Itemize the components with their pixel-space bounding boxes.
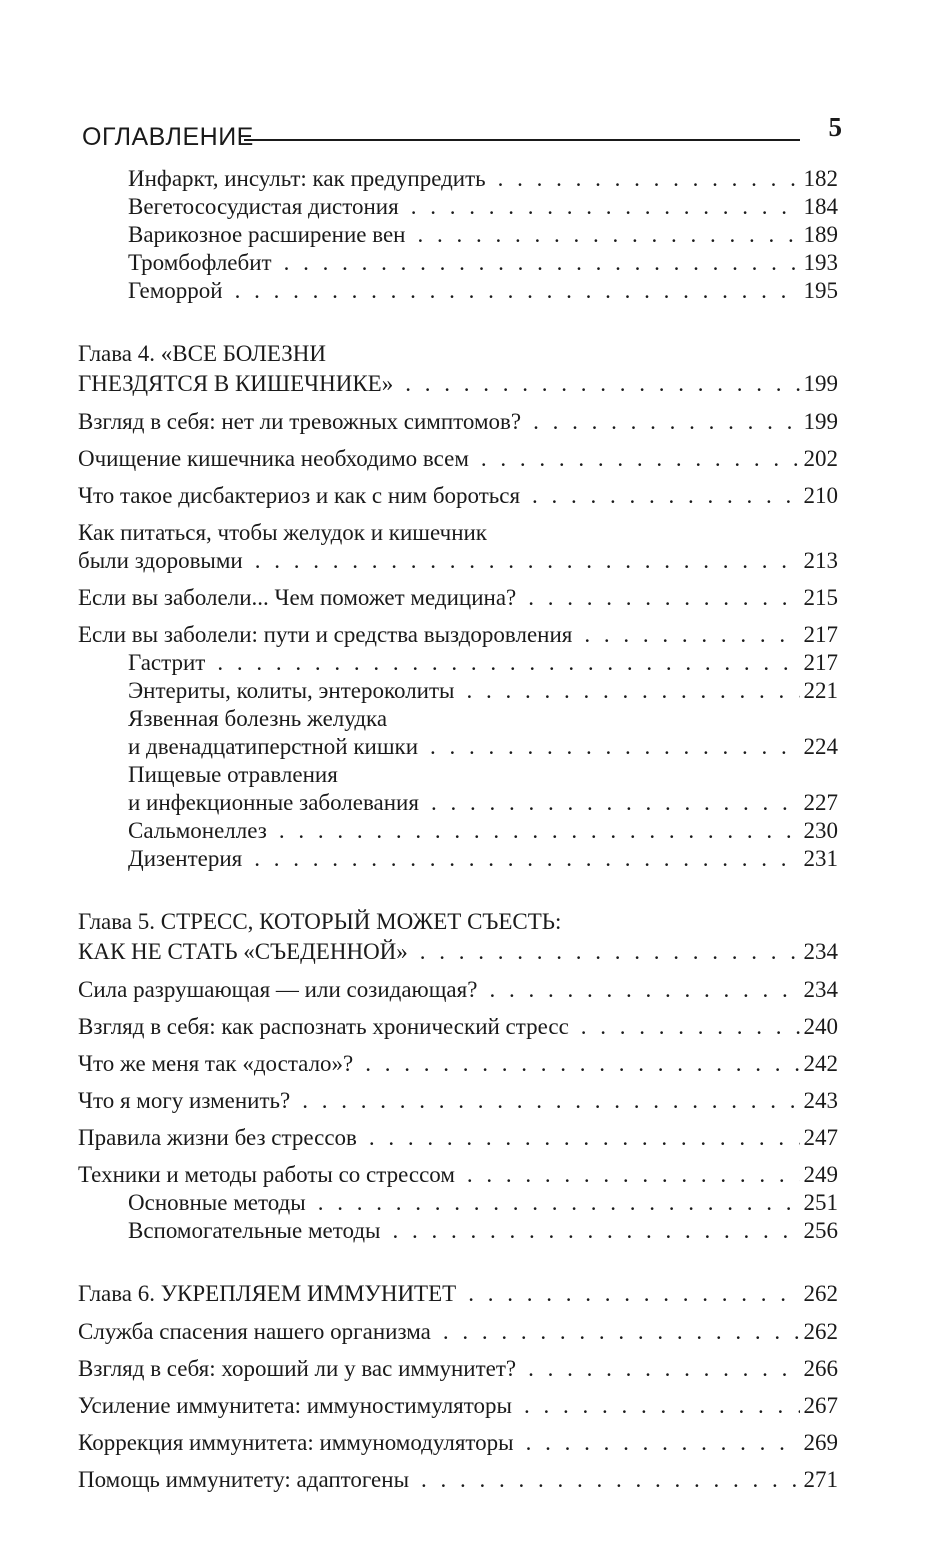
toc-entry-line — [128, 789, 838, 817]
toc-entry-line — [128, 733, 838, 761]
toc-entry-title: Вегетососудистая дистония — [128, 194, 399, 219]
toc-page-number: 247 — [803, 1125, 838, 1150]
toc-entry[interactable] — [78, 1050, 838, 1078]
toc-entry[interactable] — [78, 584, 838, 612]
toc-entry-line — [78, 1050, 838, 1078]
toc-entry[interactable] — [78, 482, 838, 510]
toc-entry-title: Коррекция иммунитета: иммуномодуляторы — [78, 1430, 514, 1455]
toc-page-number: 213 — [803, 548, 838, 573]
toc-entry-title: и двенадцатиперстной кишки — [128, 734, 419, 759]
dot-leader — [302, 1087, 799, 1115]
toc-page-number: 271 — [803, 1467, 838, 1492]
toc-entry-title-line1: Глава 4. «ВСЕ БОЛЕЗНИ — [78, 341, 326, 366]
toc-entry-title: Сальмонеллез — [128, 818, 267, 843]
toc-page-number: 231 — [803, 846, 838, 871]
toc-entry-title: были здоровыми — [78, 548, 243, 573]
toc-entry[interactable] — [78, 519, 838, 575]
toc-subentry[interactable] — [128, 221, 838, 249]
toc-page-number: 256 — [803, 1218, 838, 1243]
toc-entry[interactable] — [78, 1429, 838, 1457]
dot-leader — [481, 445, 800, 473]
toc-entry-title: Энтериты, колиты, энтероколиты — [128, 678, 455, 703]
toc-entry-line — [78, 482, 838, 510]
toc-entry-line — [128, 817, 838, 845]
running-title: ОГЛАВЛЕНИЕ — [82, 123, 254, 151]
toc-entry-title: Основные методы — [128, 1190, 306, 1215]
dot-leader — [417, 221, 799, 249]
spacer — [78, 575, 838, 584]
toc-entry[interactable] — [78, 445, 838, 473]
spacer — [78, 399, 838, 408]
toc-entry-title-line1: Язвенная болезнь желудка — [128, 706, 388, 731]
toc-page-number: 234 — [803, 977, 838, 1002]
toc-page-number: 269 — [803, 1430, 838, 1455]
toc-entry-title: Инфаркт, инсульт: как предупредить — [128, 166, 486, 191]
toc-page-number: 199 — [803, 409, 838, 434]
toc-page-number: 217 — [803, 622, 838, 647]
toc-entry-title: Что такое дисбактериоз и как с ним бороться — [78, 483, 521, 508]
spacer — [78, 1383, 838, 1392]
toc-entry-title: Помощь иммунитету: адаптогены — [78, 1467, 410, 1492]
toc-subentry[interactable] — [128, 1189, 838, 1217]
dot-leader — [533, 408, 799, 436]
toc-entry-line — [78, 1318, 838, 1346]
toc-page-number: 267 — [803, 1393, 838, 1418]
toc-entry-line — [78, 1087, 838, 1115]
spacer — [78, 1309, 838, 1318]
toc-entry-title: Взгляд в себя: как распознать хронический стресс — [78, 1014, 569, 1039]
toc-subentry[interactable] — [128, 649, 838, 677]
toc-chapter[interactable] — [78, 1279, 838, 1309]
toc-entry-line — [128, 221, 838, 249]
dot-leader — [532, 482, 799, 510]
page-header — [82, 112, 842, 152]
toc-entry-line — [78, 1279, 838, 1309]
toc-entry-line — [78, 976, 838, 1004]
toc-entry[interactable] — [78, 976, 838, 1004]
dot-leader — [254, 845, 799, 873]
toc-page-number: 224 — [803, 734, 838, 759]
toc-subentry[interactable] — [128, 249, 838, 277]
toc-entry-title: Гастрит — [128, 650, 206, 675]
toc-entry[interactable] — [78, 1466, 838, 1494]
toc-chapter[interactable] — [78, 339, 838, 399]
toc-entry[interactable] — [78, 1124, 838, 1152]
toc-entry-line — [128, 277, 838, 305]
spacer — [78, 1420, 838, 1429]
toc-page-number: 266 — [803, 1356, 838, 1381]
dot-leader — [528, 1355, 799, 1383]
toc-subentry[interactable] — [128, 705, 838, 761]
toc-page-number: 184 — [803, 194, 838, 219]
toc-entry-line — [78, 1161, 838, 1189]
toc-entry-line — [128, 1217, 838, 1245]
toc-entry-title: Сила разрушающая — или созидающая? — [78, 977, 478, 1002]
toc-subentry[interactable] — [128, 677, 838, 705]
spacer — [78, 967, 838, 976]
toc-subentry[interactable] — [128, 1217, 838, 1245]
toc-entry-line — [78, 445, 838, 473]
toc-entry-line — [78, 584, 838, 612]
toc-entry-line — [78, 1392, 838, 1420]
toc-entry[interactable] — [78, 1355, 838, 1383]
dot-leader — [421, 1466, 799, 1494]
dot-leader — [284, 249, 800, 277]
toc-entry[interactable] — [78, 1161, 838, 1189]
toc-entry-title: и инфекционные заболевания — [128, 790, 419, 815]
spacer — [78, 1004, 838, 1013]
dot-leader — [411, 193, 800, 221]
toc-entry[interactable] — [78, 1318, 838, 1346]
toc-page-number: 251 — [803, 1190, 838, 1215]
toc-entry-line — [128, 649, 838, 677]
dot-leader — [430, 733, 799, 761]
dot-leader — [235, 277, 800, 305]
toc-entry-title: Вспомогательные методы — [128, 1218, 381, 1243]
toc-entry-title: Что же меня так «достало»? — [78, 1051, 354, 1076]
toc-page-number: 199 — [803, 371, 838, 396]
toc-entry[interactable] — [78, 408, 838, 436]
dot-leader — [431, 789, 800, 817]
toc-entry-line — [78, 369, 838, 399]
toc-subentry[interactable] — [128, 193, 838, 221]
toc-entry-line — [78, 907, 838, 937]
dot-leader — [392, 1217, 799, 1245]
toc-subentry[interactable] — [128, 817, 838, 845]
toc-entry-line — [128, 165, 838, 193]
toc-entry-line — [78, 937, 838, 967]
toc-page-number: 262 — [803, 1281, 838, 1306]
dot-leader — [420, 937, 800, 967]
toc-page-number: 217 — [803, 650, 838, 675]
dot-leader — [489, 976, 799, 1004]
toc-entry-line — [78, 339, 838, 369]
toc-entry-title-line1: Как питаться, чтобы желудок и кишечник — [78, 520, 487, 545]
toc-page-number: 202 — [803, 446, 838, 471]
dot-leader — [217, 649, 799, 677]
toc-entry-line — [128, 249, 838, 277]
toc-page-number: 262 — [803, 1319, 838, 1344]
toc-entry-line — [78, 519, 838, 547]
toc-entry[interactable] — [78, 1392, 838, 1420]
toc-entry-title: Дизентерия — [128, 846, 243, 871]
dot-leader — [498, 165, 800, 193]
toc-page-number: 230 — [803, 818, 838, 843]
toc-entry-title: Геморрой — [128, 278, 223, 303]
toc-page-number: 249 — [803, 1162, 838, 1187]
toc-page-number: 195 — [803, 278, 838, 303]
toc-entry-title: Техники и методы работы со стрессом — [78, 1162, 455, 1187]
spacer — [78, 612, 838, 621]
spacer — [78, 1245, 838, 1279]
toc-entry-title: Усиление иммунитета: иммуностимуляторы — [78, 1393, 512, 1418]
toc-entry-title: Правила жизни без стрессов — [78, 1125, 357, 1150]
dot-leader — [584, 621, 799, 649]
spacer — [78, 1078, 838, 1087]
toc-entry-line — [78, 621, 838, 649]
spacer — [78, 473, 838, 482]
dot-leader — [581, 1013, 800, 1041]
table-of-contents — [78, 165, 838, 1494]
toc-page-number: 243 — [803, 1088, 838, 1113]
dot-leader — [279, 817, 800, 845]
dot-leader — [255, 547, 800, 575]
toc-entry-line — [128, 761, 838, 789]
toc-entry-line — [128, 845, 838, 873]
toc-entry-title: Очищение кишечника необходимо всем — [78, 446, 469, 471]
dot-leader — [443, 1318, 800, 1346]
toc-entry-title: Тромбофлебит — [128, 250, 272, 275]
toc-entry-line — [128, 193, 838, 221]
toc-subentry[interactable] — [128, 277, 838, 305]
toc-entry-title: Служба спасения нашего организма — [78, 1319, 431, 1344]
dot-leader — [405, 369, 799, 399]
toc-subentry[interactable] — [128, 761, 838, 817]
spacer — [78, 1152, 838, 1161]
toc-entry-line — [78, 1355, 838, 1383]
toc-entry-title: Если вы заболели: пути и средства выздоровления — [78, 622, 573, 647]
toc-entry-line — [78, 1013, 838, 1041]
toc-entry-line — [128, 1189, 838, 1217]
toc-page-number: 221 — [803, 678, 838, 703]
dot-leader — [468, 1279, 799, 1309]
spacer — [78, 436, 838, 445]
toc-entry-line — [78, 1429, 838, 1457]
toc-entry-line — [78, 408, 838, 436]
toc-entry-title-line1: Глава 5. СТРЕСС, КОТОРЫЙ МОЖЕТ СЪЕСТЬ: — [78, 909, 562, 934]
toc-entry-line — [128, 705, 838, 733]
toc-entry-title: Варикозное расширение вен — [128, 222, 406, 247]
toc-entry-title: Взгляд в себя: нет ли тревожных симптомов? — [78, 409, 522, 434]
header-rule — [244, 139, 800, 141]
dot-leader — [467, 1161, 800, 1189]
spacer — [78, 1115, 838, 1124]
dot-leader — [365, 1050, 799, 1078]
toc-chapter[interactable] — [78, 907, 838, 967]
dot-leader — [467, 677, 800, 705]
toc-subentry[interactable] — [128, 165, 838, 193]
toc-entry-title: ГНЕЗДЯТСЯ В КИШЕЧНИКЕ» — [78, 371, 394, 396]
spacer — [78, 510, 838, 519]
dot-leader — [318, 1189, 800, 1217]
dot-leader — [369, 1124, 800, 1152]
dot-leader — [526, 1429, 800, 1457]
toc-entry-title: Что я могу изменить? — [78, 1088, 291, 1113]
toc-entry[interactable] — [78, 621, 838, 649]
toc-entry-line — [78, 1466, 838, 1494]
toc-entry-line — [78, 547, 838, 575]
toc-page-number: 242 — [803, 1051, 838, 1076]
toc-page-number: 182 — [803, 166, 838, 191]
toc-page-number: 227 — [803, 790, 838, 815]
spacer — [78, 305, 838, 339]
toc-entry-title: Взгляд в себя: хороший ли у вас иммунитет? — [78, 1356, 517, 1381]
dot-leader — [528, 584, 799, 612]
toc-entry-line — [128, 677, 838, 705]
toc-entry-title: Глава 6. УКРЕПЛЯЕМ ИММУНИТЕТ — [78, 1281, 457, 1306]
page-number: 5 — [828, 112, 842, 142]
toc-page-number: 189 — [803, 222, 838, 247]
toc-page-number: 210 — [803, 483, 838, 508]
toc-entry-title: КАК НЕ СТАТЬ «СЪЕДЕННОЙ» — [78, 939, 408, 964]
toc-page-number: 215 — [803, 585, 838, 610]
toc-entry-title: Если вы заболели... Чем поможет медицина? — [78, 585, 517, 610]
spacer — [78, 873, 838, 907]
toc-subentry[interactable] — [128, 845, 838, 873]
toc-entry-title-line1: Пищевые отравления — [128, 762, 338, 787]
spacer — [78, 1346, 838, 1355]
dot-leader — [524, 1392, 800, 1420]
spacer — [78, 1041, 838, 1050]
toc-entry[interactable] — [78, 1013, 838, 1041]
toc-entry[interactable] — [78, 1087, 838, 1115]
toc-page-number: 193 — [803, 250, 838, 275]
toc-entry-line — [78, 1124, 838, 1152]
spacer — [78, 1457, 838, 1466]
toc-page-number: 234 — [803, 939, 838, 964]
toc-page-number: 240 — [803, 1014, 838, 1039]
